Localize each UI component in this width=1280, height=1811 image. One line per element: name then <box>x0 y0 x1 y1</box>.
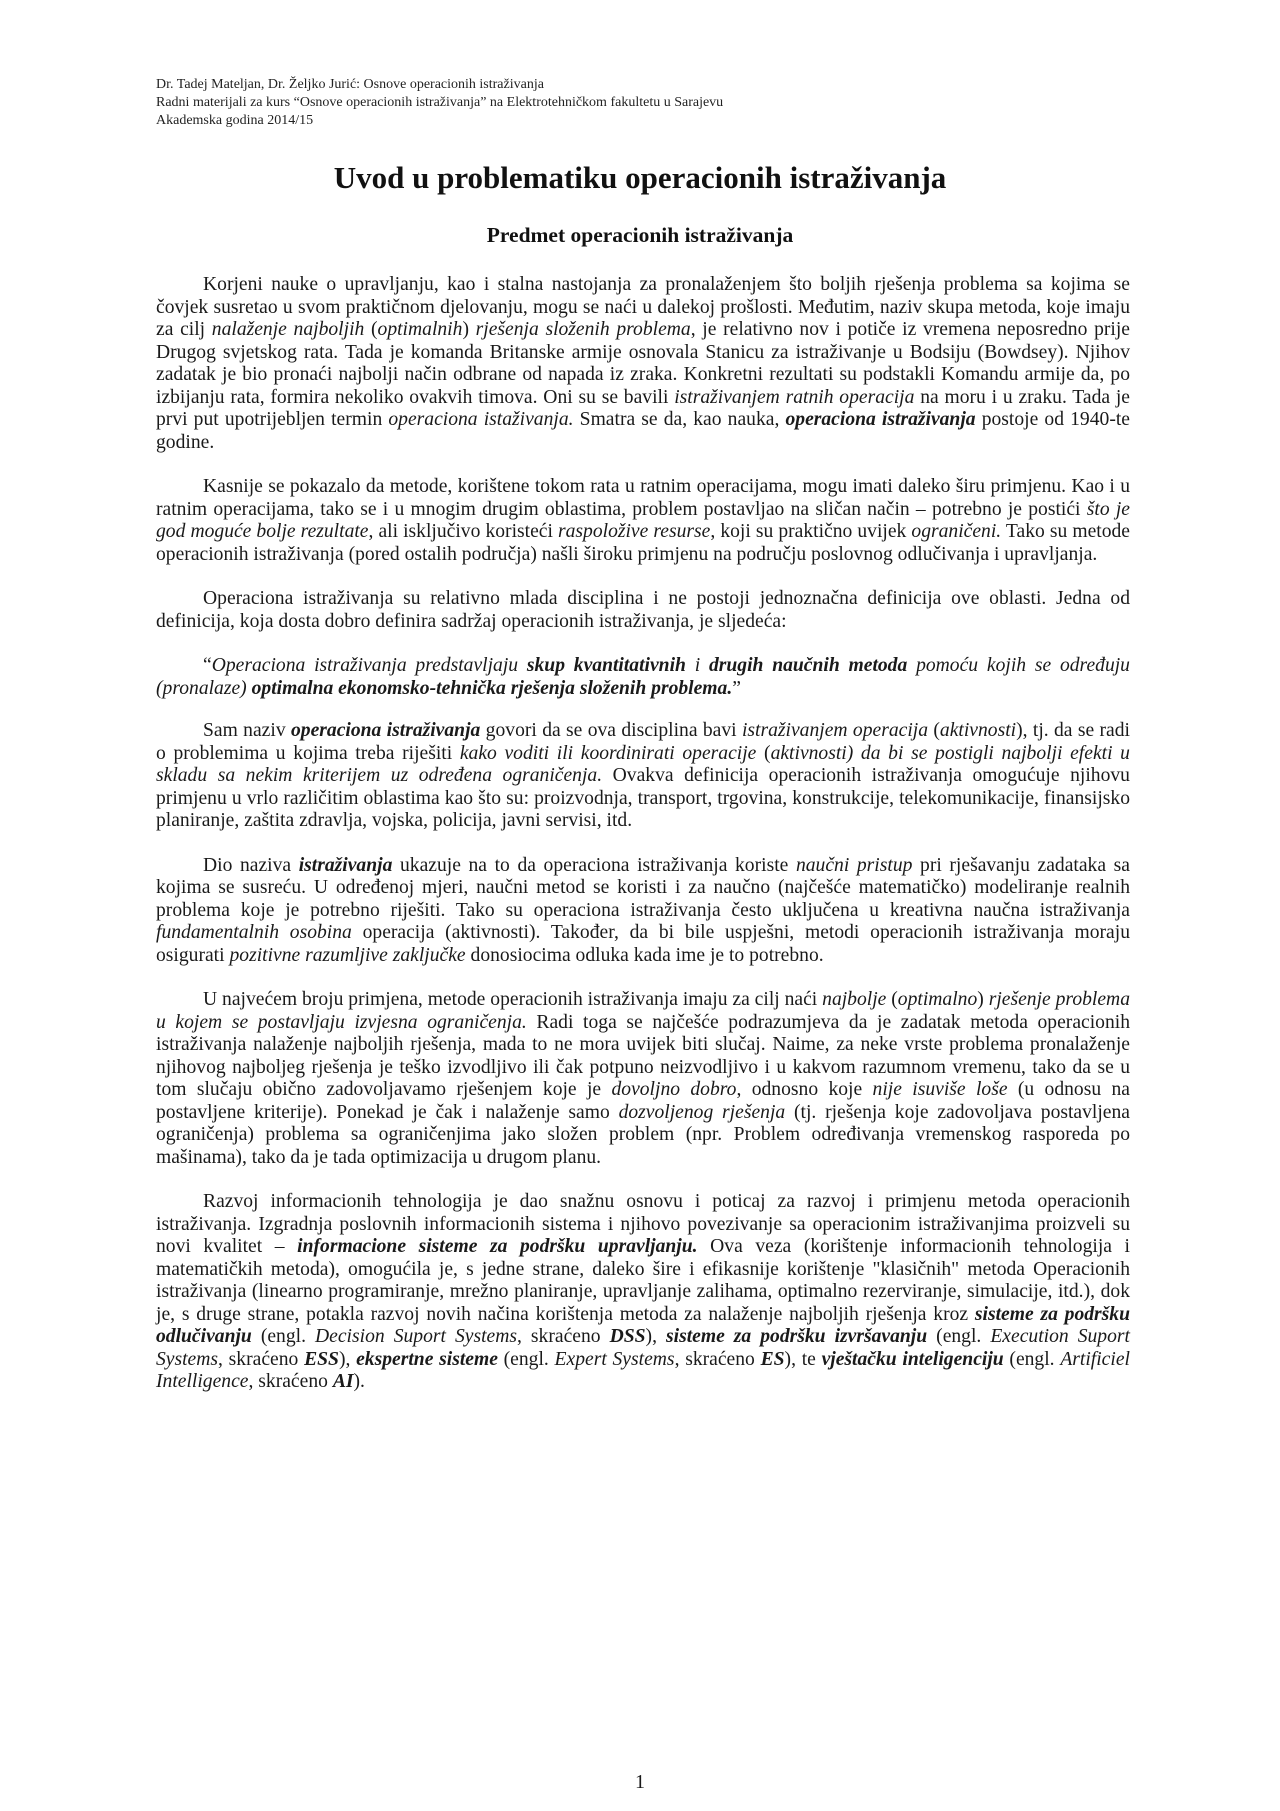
text-run: Operaciona istraživanja su relativno mlada disciplina i ne postoji jednoznačna definicija ove oblasti. Jedna od definicija, koja dosta dobro definira sadržaj operacionih istraživanja, je sljedeća: <box>156 588 1130 632</box>
text-run: skup kvantitativnih <box>526 655 686 676</box>
text-run: Execution Suport Systems <box>156 1326 1130 1370</box>
text-run: dovoljno dobro <box>611 1079 737 1100</box>
paragraph <box>156 720 1130 833</box>
text-run: Tako su metode operacionih istraživanja (pored ostalih područja) našli široku primjenu na području poslovnog odlučivanja i upravljanja. <box>156 521 1130 565</box>
text-run: ograničeni. <box>911 521 1002 542</box>
text-run: naučni pristup <box>795 854 913 876</box>
definition-quote <box>156 655 1130 700</box>
text-run: pomoću kojih se određuju (pronalaze) <box>156 655 1130 699</box>
text-run: AI <box>332 1371 354 1392</box>
text-run: ” <box>732 677 741 699</box>
text-run: Expert Systems <box>554 1348 675 1370</box>
header-course: Radni materijali za kurs “Osnove operacionih istraživanja” na Elektrotehničkom fakultetu u Sarajevu <box>156 95 724 110</box>
text-run: ), te <box>784 1348 822 1370</box>
text-run: U najvećem broju primjena, metode operacionih istraživanja imaju za cilj naći <box>203 989 823 1010</box>
text-run: Dio naziva <box>203 854 299 876</box>
document-title: Uvod u problematiku operacionih istraživanja <box>333 160 947 195</box>
text-run: rješenje problema u kojem se postavljaju izvjesna ograničenja. <box>156 989 1131 1033</box>
text-run: ) <box>977 989 989 1010</box>
text-run: pozitivne razumljive zaključke <box>229 944 466 966</box>
text-run: (u odnosu na postavljene kriterije). Ponekad je čak i nalaženje samo <box>156 1079 1130 1123</box>
text-run: istraživanjem ratnih operacija <box>674 386 915 408</box>
text-run: na moru i u zraku. Tada je prvi put upotrijebljen termin <box>156 386 1131 430</box>
text-run: Ova veza (korištenje informacionih tehnologija i matematičkih metoda), omogućila je, s jedne strane, daleko šire i efikasnije korištenje "klasičnih" metoda Operacionih istraživanja (linearno programiranje, mrežno planiranje, upravljanje zalihama, optimalno rezerviranje, simulacije, itd.), dok je, s druge strane, potakla razvoj novih načina korištenja metoda za nalaženje najboljih rješenja kroz <box>156 1236 1130 1325</box>
text-run: što je god moguće bolje rezultate <box>156 498 1130 542</box>
text-run: DSS <box>609 1326 646 1347</box>
text-run: , skraćeno <box>674 1348 761 1370</box>
paragraph <box>156 855 1130 968</box>
text-run: Radi toga se najčešće podrazumjeva da je zadatak metoda operacionih istraživanja nalaženje najboljih rješenja, mada to ne mora uvijek biti slučaj. Naime, za neke vrste problema pronalaženje njihovog najboljeg rješenja je teško izvodljivo ili čak potpuno neizvodljivo i u kakvom razumnom vremenu, tako da se u tom slučaju obično zadovoljavamo rješenjem koje je <box>156 1011 1130 1100</box>
text-run: i <box>685 655 709 676</box>
text-run: dozvoljenog rješenja <box>618 1101 786 1123</box>
paragraph <box>156 274 1130 454</box>
text-run: najbolje <box>822 989 887 1010</box>
text-run: pri rješavanju zadataka sa kojima se susreću. U određenoj mjeri, naučni metod se koristi i za naučno (najčešće matematičko) modeliranje realnih problema koje je potrebno riješiti. Tako su operaciona istraživanja često uključena u kreativna naučna istraživanja <box>156 854 1130 921</box>
text-run: “ <box>203 655 212 676</box>
page-number: 1 <box>635 1771 645 1793</box>
paragraph <box>156 1191 1130 1394</box>
text-run: , koji su praktično uvijek <box>710 521 912 542</box>
text-run: (tj. rješenja koje zadovoljava postavljena ograničenja) problema sa ograničenjima jako složen problem (npr. Problem određivanja vremenskog rasporeda po mašinama), tako da je tada optimizacija u drugom planu. <box>156 1101 1131 1168</box>
text-run: optimalnih <box>377 319 463 340</box>
text-run: donosiocima odluka kada ime je to potrebno. <box>465 944 824 966</box>
text-run: , skraćeno <box>248 1371 333 1392</box>
text-run: informacione sisteme za podršku upravljanju. <box>297 1236 698 1257</box>
text-run: , odnosno koje <box>736 1079 873 1100</box>
text-run: Korjeni nauke o upravljanju, kao i stalna nastojanja za pronalaženjem što boljih rješenja problema sa kojima se čovjek susretao u svom praktičnom djelovanju, mogu se naći u dalekoj prošlosti. Međutim, naziv skupa metoda, koje imaju za cilj <box>156 274 1130 340</box>
text-run: Razvoj informacionih tehnologija je dao snažnu osnovu i poticaj za razvoj i primjenu metoda operacionih istraživanja. Izgradnja poslovnih informacionih sistema i njihovo povezivanje sa operacionim istraživanjima proizveli su novi kvalitet – <box>156 1191 1130 1257</box>
text-run: sisteme za podršku izvršavanju <box>666 1326 928 1347</box>
text-run: nalaženje najboljih <box>211 319 365 340</box>
text-run: vještačku inteligenciju <box>821 1348 1004 1370</box>
text-run: (engl. <box>927 1326 991 1347</box>
text-run: ( <box>756 742 771 764</box>
text-run: ( <box>886 989 898 1010</box>
text-run: rješenja složenih problema <box>475 319 691 340</box>
text-run: Operaciona istraživanja predstavljaju <box>211 655 527 676</box>
text-run: ), tj. da se radi o problemima u kojima treba riješiti <box>156 720 1130 764</box>
text-run: ekspertne sisteme <box>356 1348 498 1370</box>
text-run: optimalno <box>897 989 978 1010</box>
text-run: nije isuviše loše <box>872 1079 1008 1100</box>
text-run: kako voditi ili koordinirati operacije <box>459 742 757 764</box>
paragraph <box>156 476 1130 566</box>
text-run: postoje od 1940-te godine. <box>156 409 1130 453</box>
text-run: ), <box>645 1326 666 1347</box>
text-run: Smatra se da, kao nauka, <box>573 409 786 430</box>
text-run: (engl. <box>251 1326 316 1347</box>
text-run: optimalna ekonomsko-tehnička rješenja složenih problema. <box>251 677 733 699</box>
text-run: aktivnosti <box>939 720 1017 741</box>
text-run: drugih naučnih metoda <box>708 655 908 676</box>
document-body <box>156 274 1130 1416</box>
section-heading: Predmet operacionih istraživanja <box>486 223 794 247</box>
text-run: Kasnije se pokazalo da metode, korištene tokom rata u ratnim operacijama, mogu imati daleko širu primjenu. Kao i u ratnim operacijama, tako se i u mnogim drugim oblastima, problem postavljao na sličan način – potrebno je postići <box>156 476 1130 520</box>
text-run: , ali isključivo koristeći <box>368 521 558 542</box>
text-run: (engl. <box>1003 1348 1061 1370</box>
text-run: operacija (aktivnosti). Također, da bi bile uspješni, metodi operacionih istraživanja moraju osigurati <box>156 922 1130 966</box>
text-run: Ovakva definicija operacionih istraživanja omogućuje njihovu primjenu u vrlo različitim oblastima kao što su: proizvodnja, transport, trgovina, konstrukcije, telekomunikacije, finansijsko planiranje, zaštita zdravlja, vojska, policija, javni servisi, itd. <box>156 765 1130 831</box>
text-run: govori da se ova disciplina bavi <box>480 720 742 741</box>
text-run: , skraćeno <box>218 1348 305 1370</box>
paragraph <box>156 588 1130 633</box>
text-run: Sam naziv <box>203 720 291 741</box>
text-run: operaciona istraživanja <box>290 720 481 741</box>
text-run: , skraćeno <box>517 1326 610 1347</box>
text-run: operaciona istaživanja. <box>388 409 574 430</box>
text-run: ), <box>338 1348 357 1370</box>
text-run: Decision Suport Systems <box>315 1326 518 1347</box>
text-run: raspoložive resurse <box>557 521 711 542</box>
text-run: istraživanjem operacija <box>741 720 929 741</box>
text-run: aktivnosti) da bi se postigli najbolji efekti u skladu sa nekim kriterijem uz određena ograničenja. <box>156 742 1130 786</box>
text-run: ukazuje na to da operaciona istraživanja koriste <box>392 854 796 876</box>
text-run: fundamentalnih osobina <box>156 922 352 943</box>
text-run: ( <box>364 319 378 340</box>
text-run: Artificiel Intelligence <box>156 1348 1130 1392</box>
header-year: Akademska godina 2014/15 <box>156 113 314 128</box>
text-run: ES <box>760 1348 785 1370</box>
text-run: ESS <box>304 1348 339 1370</box>
text-run: sisteme za podršku odlučivanju <box>156 1303 1130 1347</box>
paragraph <box>156 989 1130 1169</box>
text-run: ( <box>928 720 940 741</box>
header-authors: Dr. Tadej Mateljan, Dr. Željko Jurić: Osnove operacionih istraživanja <box>156 77 544 92</box>
text-run: istraživanja <box>298 854 393 876</box>
page-header <box>156 76 723 130</box>
text-run: (engl. <box>497 1348 555 1370</box>
text-run: ). <box>353 1371 365 1392</box>
text-run: ) <box>462 319 476 340</box>
text-run: , je relativno nov i potiče iz vremena neposredno prije Drugog svjetskog rata. Tada je komanda Britanske armije osnovala Stanicu za istraživanje u Bodsiju (Bowdsey). Njihov zadatak je bio pronaći najbolji način odbrane od napada iz zraka. Konkretni rezultati su podstakli Komandu armije da, po izbijanju rata, formira nekoliko ovakvih timova. Oni su se bavili <box>156 319 1130 408</box>
text-run: operaciona istraživanja <box>785 409 976 430</box>
